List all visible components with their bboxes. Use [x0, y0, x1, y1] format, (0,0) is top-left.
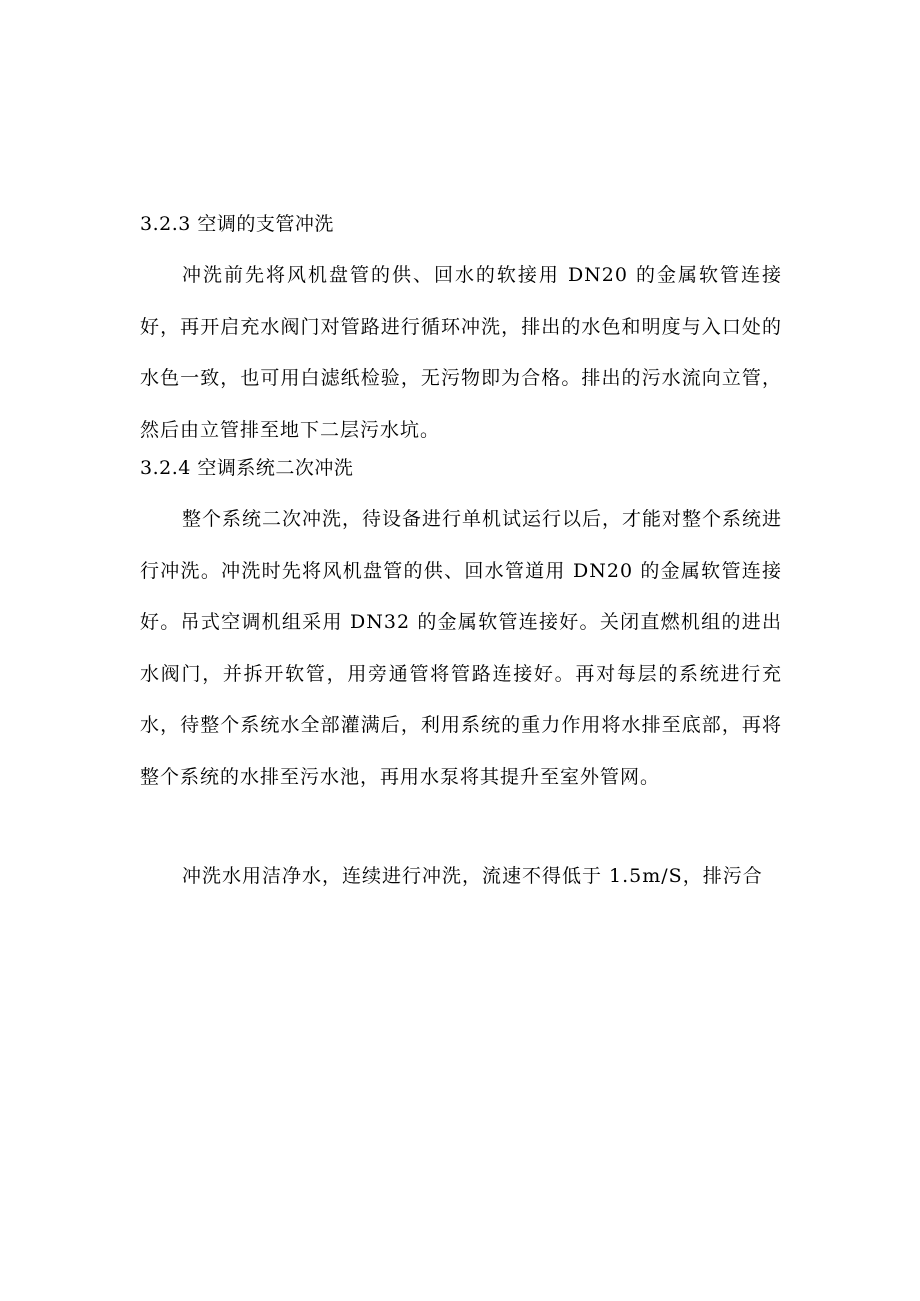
section-heading-3-2-3: 3.2.3 空调的支管冲洗 — [140, 213, 334, 235]
section-heading-3-2-4: 3.2.4 空调系统二次冲洗 — [140, 457, 354, 479]
trailing-paragraph: 冲洗水用洁净水，连续进行冲洗，流速不得低于 1.5m/S，排污合 — [182, 865, 763, 887]
section-paragraph-3-2-4: 整个系统二次冲洗，待设备进行单机试运行以后，才能对整个系统进行冲洗。冲洗时先将风机盘管的供、回水管道用 DN20 的金属软管连接好。吊式空调机组采用 DN32 的金属软管连接好。关闭直燃机组的进出水阀门，并拆开软管，用旁通管将管路连接好。再对每层的系统进行充水，待整个系统水全部灌满后，利用系统的重力作用将水排至底部，再将整个系统的水排至污水池，再用水泵将其提升至室外管网。 — [140, 508, 783, 788]
section-paragraph-3-2-3: 冲洗前先将风机盘管的供、回水的软接用 DN20 的金属软管连接好，再开启充水阀门对管路进行循环冲洗，排出的水色和明度与入口处的水色一致，也可用白滤纸检验，无污物即为合格。排出的污水流向立管，然后由立管排至地下二层污水坑。 — [140, 264, 782, 441]
